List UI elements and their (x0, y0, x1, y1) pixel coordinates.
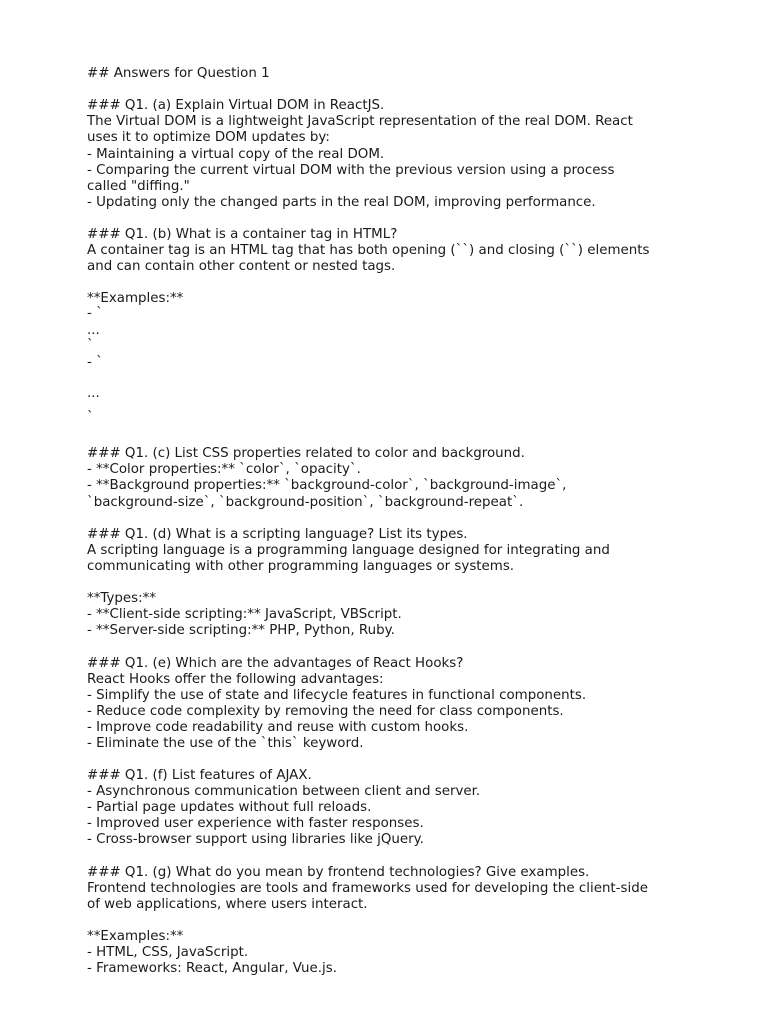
list-item: - **Client-side scripting:** JavaScript, VBScript. (87, 607, 402, 622)
text-line: The Virtual DOM is a lightweight JavaScript representation of the real DOM. React (87, 114, 633, 129)
list-item: - Maintaining a virtual copy of the real DOM. (87, 147, 385, 162)
list-item: - Partial page updates without full reloads. (87, 800, 372, 815)
text-line: ... (87, 386, 100, 401)
list-item: - ` (87, 306, 103, 321)
text-line: ` (87, 410, 94, 425)
text-line: communicating with other programming languages or systems. (87, 559, 515, 574)
list-item: - Updating only the changed parts in the real DOM, improving performance. (87, 195, 596, 210)
heading-q1c: ### Q1. (c) List CSS properties related to color and background. (87, 446, 525, 461)
text-line: A container tag is an HTML tag that has both opening (``) and closing (``) elements (87, 243, 650, 258)
list-item: - Improve code readability and reuse with custom hooks. (87, 720, 469, 735)
text-line: called "diffing." (87, 179, 190, 194)
list-item: - Improved user experience with faster responses. (87, 816, 424, 831)
list-item: - Simplify the use of state and lifecycle features in functional components. (87, 688, 587, 703)
list-item: - Cross-browser support using libraries like jQuery. (87, 832, 424, 847)
list-item: - Reduce code complexity by removing the need for class components. (87, 704, 564, 719)
text-line: A scripting language is a programming language designed for integrating and (87, 543, 610, 558)
heading-q1b: ### Q1. (b) What is a container tag in HTML? (87, 227, 398, 242)
text-line: `background-size`, `background-position`, `background-repeat`. (87, 495, 524, 510)
list-item: - HTML, CSS, JavaScript. (87, 945, 249, 960)
list-item: - Asynchronous communication between client and server. (87, 784, 481, 799)
heading-q1g: ### Q1. (g) What do you mean by frontend technologies? Give examples. (87, 865, 590, 880)
list-item: - Frameworks: React, Angular, Vue.js. (87, 961, 337, 976)
examples-label: **Examples:** (87, 929, 184, 944)
types-label: **Types:** (87, 591, 157, 606)
list-item: - ` (87, 355, 103, 370)
list-item: - Comparing the current virtual DOM with the previous version using a process (87, 163, 615, 178)
heading-q1f: ### Q1. (f) List features of AJAX. (87, 768, 312, 783)
text-line: and can contain other content or nested tags. (87, 259, 396, 274)
text-line: uses it to optimize DOM updates by: (87, 130, 330, 145)
text-line: React Hooks offer the following advantages: (87, 672, 384, 687)
list-item: - **Server-side scripting:** PHP, Python, Ruby. (87, 623, 395, 638)
heading-q1a: ### Q1. (a) Explain Virtual DOM in ReactJS. (87, 98, 385, 113)
heading-q1d: ### Q1. (d) What is a scripting language? List its types. (87, 527, 468, 542)
list-item: - Eliminate the use of the `this` keyword. (87, 736, 364, 751)
text-line: ... (87, 323, 100, 338)
text-line: ` (87, 338, 94, 353)
list-item: - **Color properties:** `color`, `opacity`. (87, 462, 361, 477)
text-line: Frontend technologies are tools and frameworks used for developing the client-side (87, 881, 648, 896)
heading-q1e: ### Q1. (e) Which are the advantages of React Hooks? (87, 656, 464, 671)
list-item: - **Background properties:** `background-color`, `background-image`, (87, 478, 567, 493)
examples-label: **Examples:** (87, 291, 184, 306)
text-line: of web applications, where users interact. (87, 897, 368, 912)
heading-answers: ## Answers for Question 1 (87, 66, 270, 81)
